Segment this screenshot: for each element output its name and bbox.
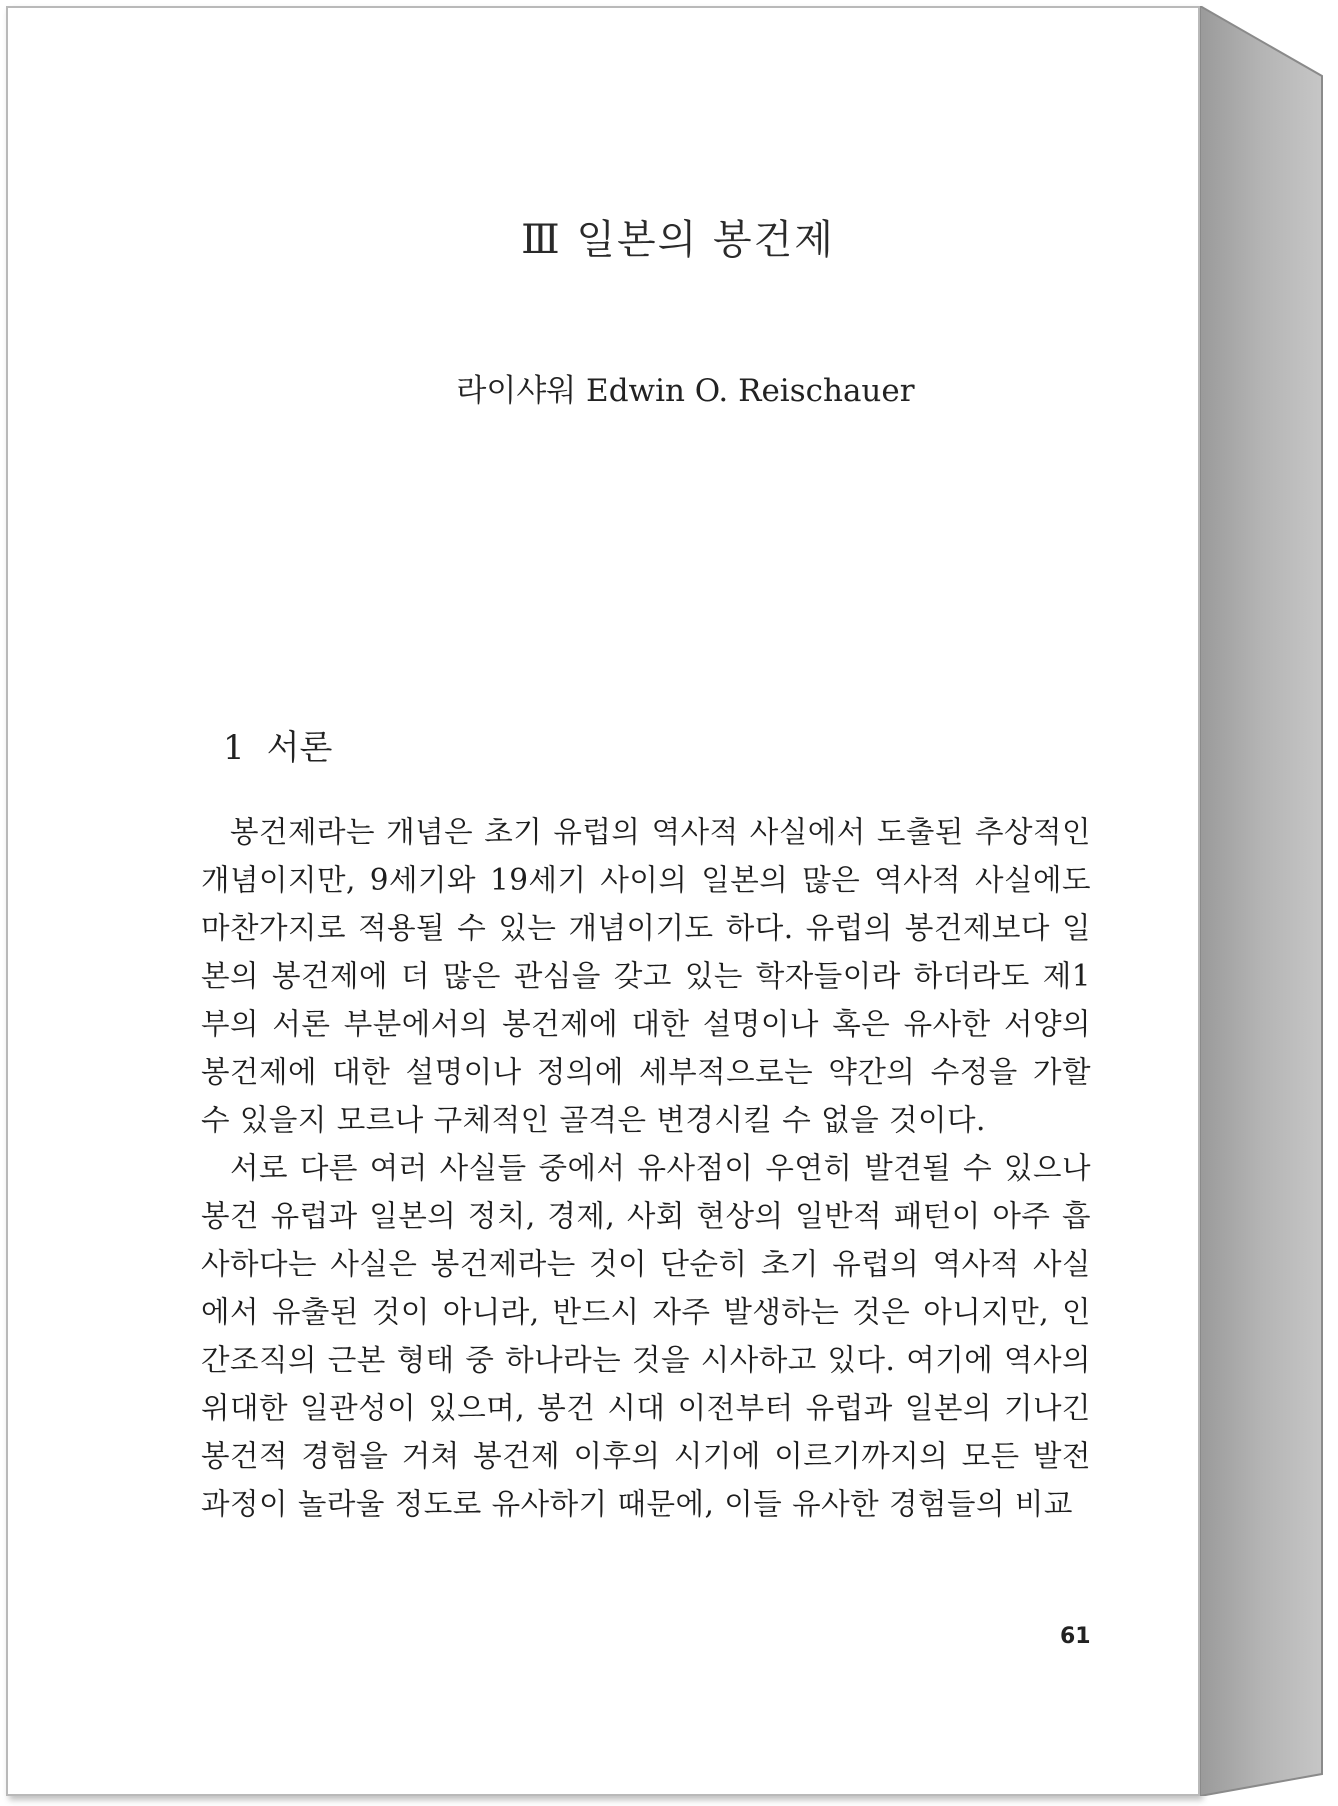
book-page: [6, 6, 1200, 1796]
section-number: 1: [223, 728, 245, 768]
section-heading: [223, 720, 332, 769]
chapter-title: Ⅲ 일본의 봉건제: [521, 217, 835, 263]
page-number: 61: [1060, 1624, 1091, 1649]
paragraph: 서로 다른 여러 사실들 중에서 유사점이 우연히 발견될 수 있으나 봉건 유럽과 일본의 정치, 경제, 사회 현상의 일반적 패턴이 아주 흡사하다는 사실은 봉건제라는 것이 단순히 초기 유럽의 역사적 사실에서 유출된 것이 아니라, 반드시 자주 발생하는 것은 아니지만, 인간조직의 근본 형태 중 하나라는 것을 시사하고 있다. 여기에 역사의 위대한 일관성이 있으며, 봉건 시대 이전부터 유럽과 일본의 기나긴 봉건적 경험을 거쳐 봉건제 이후의 시기에 이르기까지의 모든 발전 과정이 놀라울 정도로 유사하기 때문에, 이들 유사한 경험들의 비교: [201, 1151, 1091, 1521]
paragraph: 봉건제라는 개념은 초기 유럽의 역사적 사실에서 도출된 추상적인 개념이지만, 9세기와 19세기 사이의 일본의 많은 역사적 사실에도 마찬가지로 적용될 수 있는 개념이기도 하다. 유럽의 봉건제보다 일본의 봉건제에 더 많은 관심을 갖고 있는 학자들이라 하더라도 제1부의 서론 부분에서의 봉건제에 대한 설명이나 혹은 유사한 서양의 봉건제에 대한 설명이나 정의에 세부적으로는 약간의 수정을 가할 수 있을지 모르나 구체적인 골격은 변경시킬 수 없을 것이다.: [201, 815, 1091, 1137]
section-title: 서론: [266, 728, 333, 768]
author-name: 라이샤워 Edwin O. Reischauer: [456, 373, 915, 409]
body-text: [201, 808, 1091, 1528]
book-page-edges: [1200, 6, 1330, 1796]
